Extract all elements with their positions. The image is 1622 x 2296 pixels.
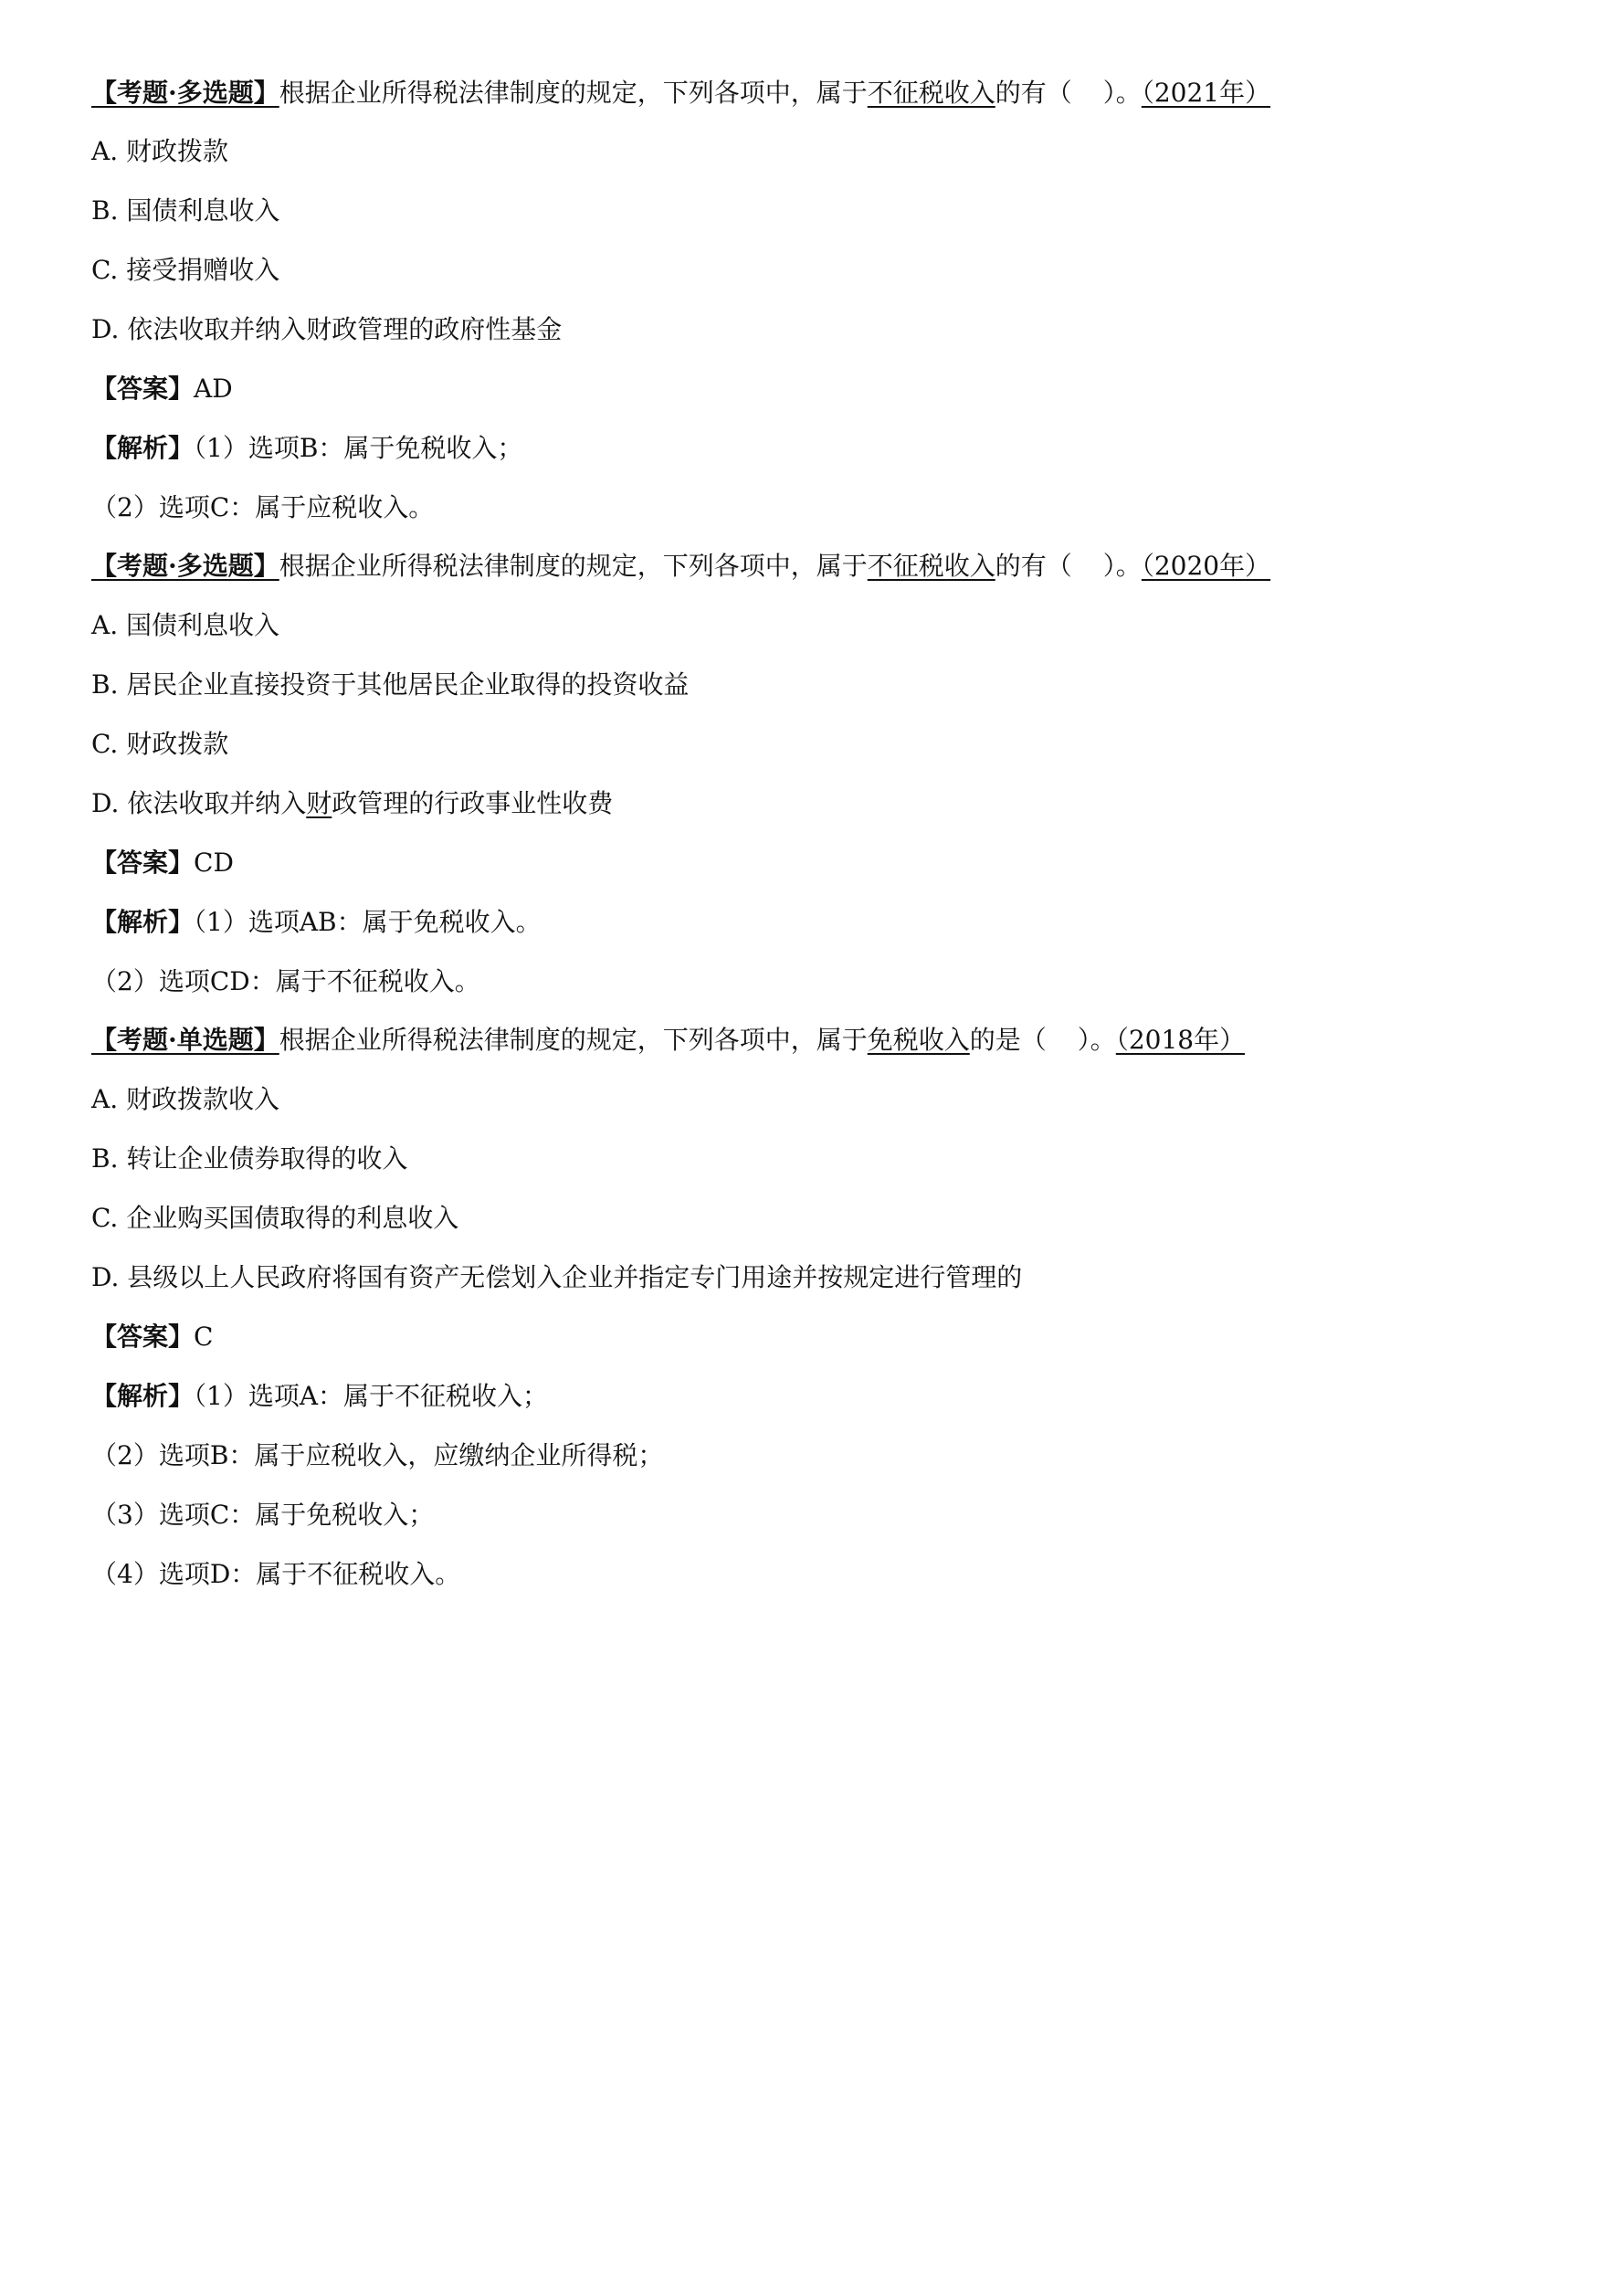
option-letter: D. (91, 788, 120, 818)
analysis-text: （1）选项A：属于不征税收入； (194, 1381, 549, 1411)
question-1-stem (91, 77, 1270, 110)
question-2-answer (91, 847, 234, 879)
question-2-option-c (91, 728, 228, 761)
option-text-key: 财 (306, 788, 332, 818)
question-2-option-a (91, 609, 279, 642)
question-1-option-d (91, 313, 562, 346)
option-text: 依法收取并纳入财政管理的政府性基金 (127, 314, 563, 344)
option-text: 国债利息收入 (126, 610, 280, 640)
analysis-text: （3）选项C：属于免税收入； (91, 1500, 435, 1530)
question-2-stem-before: 根据企业所得税法律制度的规定，下列各项中，属于 (279, 551, 868, 581)
question-3-answer (91, 1321, 213, 1353)
analysis-text: （4）选项D：属于不征税收入。 (91, 1559, 461, 1589)
question-3-option-a (91, 1083, 279, 1116)
question-3-option-b (91, 1143, 407, 1175)
question-3-stem (91, 1024, 1245, 1057)
option-text: 接受捐赠收入 (126, 255, 280, 285)
question-3-option-c (91, 1202, 458, 1235)
answer-value: AD (194, 374, 233, 404)
question-1-year: （2021年） (1141, 78, 1271, 108)
answer-value: CD (194, 848, 234, 878)
analysis-text: （1）选项B：属于免税收入； (194, 433, 523, 463)
question-3-stem-before: 根据企业所得税法律制度的规定，下列各项中，属于 (279, 1025, 868, 1055)
question-1-option-a (91, 135, 228, 168)
option-text-after: 政管理的行政事业性收费 (332, 788, 614, 818)
option-text: 国债利息收入 (126, 195, 280, 226)
analysis-label: 【解析】 (91, 1381, 195, 1411)
option-text: 财政拨款收入 (126, 1084, 280, 1114)
option-letter: B. (91, 669, 119, 700)
analysis-label: 【解析】 (91, 433, 195, 463)
question-2-stem-close: ）。 (1102, 551, 1142, 581)
question-3-analysis-2 (91, 1439, 663, 1472)
answer-label: 【答案】 (91, 848, 195, 878)
question-3-stem-close: ）。 (1077, 1025, 1116, 1055)
question-3-analysis-4 (91, 1558, 460, 1591)
question-1-option-b (91, 195, 279, 227)
option-letter: A. (91, 136, 119, 166)
question-2-year: （2020年） (1141, 551, 1271, 581)
question-1-stem-close: ）。 (1102, 78, 1142, 108)
question-2-stem-after: 的有（ (995, 551, 1072, 581)
question-3-analysis-3 (91, 1499, 434, 1532)
question-3-stem-key: 免税收入 (867, 1025, 970, 1055)
question-1-stem-after: 的有（ (995, 78, 1072, 108)
analysis-text: （2）选项B：属于应税收入，应缴纳企业所得税； (91, 1440, 664, 1470)
question-2-option-b (91, 669, 689, 701)
option-text-before: 依法收取并纳入 (127, 788, 307, 818)
question-2-option-d (91, 787, 613, 820)
option-letter: A. (91, 1084, 119, 1114)
question-2-stem-key: 不征税收入 (867, 551, 995, 581)
question-3-tag: 【考题·单选题】 (91, 1025, 279, 1055)
question-1-analysis-2 (91, 491, 434, 524)
analysis-text: （2）选项C：属于应税收入。 (91, 492, 435, 522)
question-3-option-d (91, 1261, 1022, 1294)
question-1-analysis-1 (91, 432, 522, 465)
option-letter: C. (91, 255, 119, 285)
answer-label: 【答案】 (91, 374, 195, 404)
option-letter: B. (91, 1143, 119, 1174)
question-2-analysis-2 (91, 965, 480, 998)
question-2-stem (91, 550, 1270, 583)
analysis-text: （1）选项AB：属于免税收入。 (194, 907, 542, 937)
answer-label: 【答案】 (91, 1322, 195, 1352)
option-letter: B. (91, 195, 119, 226)
option-letter: A. (91, 610, 119, 640)
question-1-stem-before: 根据企业所得税法律制度的规定，下列各项中，属于 (279, 78, 868, 108)
answer-value: C (194, 1322, 214, 1352)
question-3-year: （2018年） (1115, 1025, 1246, 1055)
question-2-analysis-1 (91, 906, 542, 939)
option-letter: D. (91, 1262, 120, 1292)
analysis-text: （2）选项CD：属于不征税收入。 (91, 966, 480, 996)
question-1-option-c (91, 254, 279, 287)
question-3-analysis-1 (91, 1380, 548, 1413)
question-1-answer (91, 373, 233, 405)
option-text: 财政拨款 (126, 136, 229, 166)
option-text: 居民企业直接投资于其他居民企业取得的投资收益 (126, 669, 690, 700)
option-letter: D. (91, 314, 120, 344)
option-letter: C. (91, 1203, 119, 1233)
option-text: 企业购买国债取得的利息收入 (126, 1203, 459, 1233)
option-letter: C. (91, 729, 119, 759)
question-3-stem-after: 的是（ (969, 1025, 1047, 1055)
analysis-label: 【解析】 (91, 907, 195, 937)
option-text: 县级以上人民政府将国有资产无偿划入企业并指定专门用途并按规定进行管理的 (127, 1262, 1023, 1292)
question-1-stem-key: 不征税收入 (867, 78, 995, 108)
question-2-tag: 【考题·多选题】 (91, 551, 279, 581)
option-text: 财政拨款 (126, 729, 229, 759)
option-text: 转让企业债券取得的收入 (126, 1143, 408, 1174)
question-1-tag: 【考题·多选题】 (91, 78, 279, 108)
